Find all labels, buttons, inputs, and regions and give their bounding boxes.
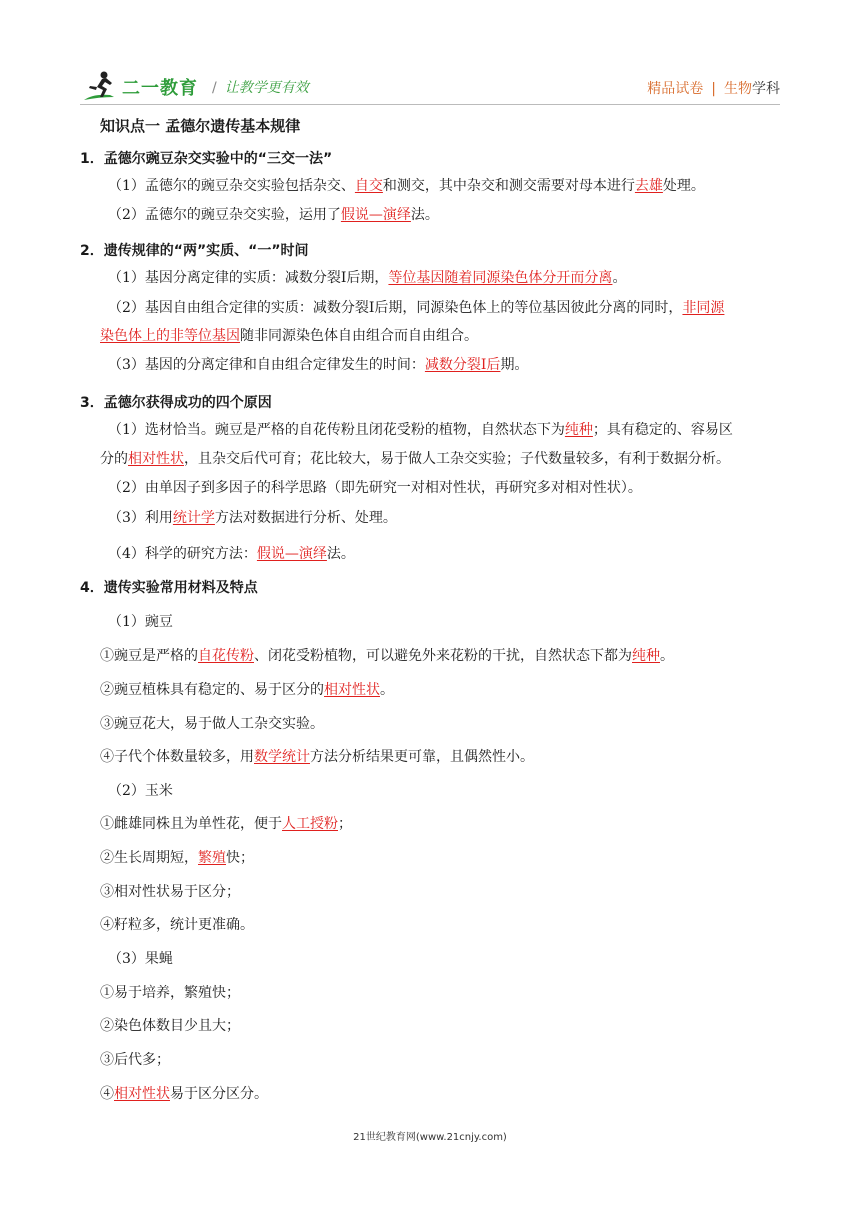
text-segment: ③后代多； bbox=[100, 1052, 170, 1068]
runner-icon bbox=[80, 70, 120, 104]
text-segment: ④ bbox=[100, 1086, 114, 1102]
text-segment: （1）孟德尔的豌豆杂交实验包括杂交、 bbox=[108, 178, 355, 194]
text-segment: ④籽粒多，统计更准确。 bbox=[100, 917, 254, 933]
text-segment: 。 bbox=[380, 682, 394, 698]
slogan: / 让教学更有效 bbox=[212, 80, 309, 96]
text-line bbox=[100, 326, 478, 346]
text-segment: （1）选材恰当。豌豆是严格的自花传粉且闭花受粉的植物，自然状态下为 bbox=[108, 422, 565, 438]
text-line bbox=[100, 449, 730, 469]
text-segment: ④子代个体数量较多，用 bbox=[100, 749, 254, 765]
text-line bbox=[100, 814, 352, 834]
text-segment: ③豌豆花大，易于做人工杂交实验。 bbox=[100, 716, 324, 732]
answer-fill: 去雄 bbox=[634, 178, 663, 194]
page-footer: 21世纪教育网(www.21cnjy.com) bbox=[353, 1132, 507, 1143]
section-heading-3: 3．孟德尔获得成功的四个原因 bbox=[80, 395, 272, 411]
answer-fill: 繁殖 bbox=[198, 850, 226, 866]
text-segment: 处理。 bbox=[662, 178, 705, 194]
answer-fill: 减数分裂Ⅰ后 bbox=[424, 357, 501, 373]
answer-fill: 非同源 bbox=[682, 300, 725, 316]
text-segment: （2）由单因子到多因子的科学思路（即先研究一对相对性状，再研究多对相对性状）。 bbox=[108, 480, 642, 496]
text-segment: 法。 bbox=[326, 546, 355, 562]
text-line bbox=[108, 268, 626, 288]
text-segment: 。 bbox=[660, 648, 674, 664]
answer-fill: 纯种 bbox=[632, 648, 660, 664]
text-line bbox=[100, 680, 394, 700]
header-divider bbox=[80, 104, 780, 105]
text-line bbox=[108, 420, 733, 440]
text-segment: ； bbox=[338, 816, 352, 832]
text-segment: 方法对数据进行分析、处理。 bbox=[214, 510, 397, 526]
answer-fill: 纯种 bbox=[564, 422, 593, 438]
text-segment: ，且杂交后代可育；花比较大，易于做人工杂交实验；子代数量较多，有利于数据分析。 bbox=[184, 451, 730, 467]
text-line bbox=[100, 714, 324, 734]
text-segment: 易于区分区分。 bbox=[170, 1086, 268, 1102]
text-segment: （1）豌豆 bbox=[108, 614, 173, 630]
logo-text: 二一教育 bbox=[122, 78, 198, 99]
text-line bbox=[108, 949, 173, 969]
text-line bbox=[108, 781, 173, 801]
text-segment: 快； bbox=[226, 850, 254, 866]
text-line bbox=[100, 747, 534, 767]
text-line bbox=[100, 1050, 170, 1070]
text-segment: （3）果蝇 bbox=[108, 951, 173, 967]
text-line bbox=[108, 478, 642, 498]
answer-fill: 等位基因随着同源染色体分开而分离 bbox=[388, 270, 613, 286]
text-segment: （3）基因的分离定律和自由组合定律发生的时间： bbox=[108, 357, 425, 373]
text-line bbox=[100, 848, 254, 868]
text-segment: ③相对性状易于区分； bbox=[100, 884, 240, 900]
text-segment: 期。 bbox=[500, 357, 529, 373]
answer-fill: 人工授粉 bbox=[282, 816, 338, 832]
text-segment: ②生长周期短， bbox=[100, 850, 198, 866]
text-line bbox=[108, 544, 355, 564]
text-line bbox=[100, 882, 240, 902]
text-segment: 和测交，其中杂交和测交需要对母本进行 bbox=[382, 178, 635, 194]
text-segment: 法。 bbox=[410, 207, 439, 223]
text-segment: 。 bbox=[612, 270, 627, 286]
answer-fill: 染色体上的非等位基因 bbox=[100, 328, 240, 344]
text-segment: 方法分析结果更可靠，且偶然性小。 bbox=[310, 749, 534, 765]
text-segment: ①豌豆是严格的 bbox=[100, 648, 198, 664]
text-segment: （1）基因分离定律的实质：减数分裂Ⅰ后期， bbox=[108, 270, 389, 286]
text-segment: 分的 bbox=[100, 451, 128, 467]
text-line bbox=[108, 176, 705, 196]
text-segment: （3）利用 bbox=[108, 510, 173, 526]
text-segment: ①雌雄同株且为单性花，便于 bbox=[100, 816, 282, 832]
text-line bbox=[100, 1084, 268, 1104]
section-heading-1: 1．孟德尔豌豆杂交实验中的“三交一法” bbox=[80, 151, 333, 167]
text-line bbox=[100, 915, 254, 935]
answer-fill: 相对性状 bbox=[128, 451, 184, 467]
text-line bbox=[108, 612, 173, 632]
answer-fill: 假说—演绎 bbox=[256, 546, 327, 562]
section-heading-2: 2．遗传规律的“两”实质、“一”时间 bbox=[80, 243, 309, 259]
knowledge-title: 知识点一 孟德尔遗传基本规律 bbox=[100, 117, 301, 135]
page-header bbox=[80, 70, 780, 104]
text-segment: （2）基因自由组合定律的实质：减数分裂Ⅰ后期，同源染色体上的等位基因彼此分离的同时， bbox=[108, 300, 683, 316]
answer-fill: 统计学 bbox=[172, 510, 215, 526]
text-line bbox=[100, 1016, 240, 1036]
answer-fill: 数学统计 bbox=[254, 749, 310, 765]
answer-fill: 假说—演绎 bbox=[340, 207, 411, 223]
subject-label: 精品试卷 | 生物学科 bbox=[647, 81, 780, 97]
text-line bbox=[108, 205, 439, 225]
answer-fill: 相对性状 bbox=[114, 1086, 170, 1102]
text-line bbox=[108, 355, 528, 375]
text-segment: ②染色体数目少且大； bbox=[100, 1018, 240, 1034]
text-line bbox=[108, 508, 397, 528]
text-segment: （2）孟德尔的豌豆杂交实验，运用了 bbox=[108, 207, 341, 223]
answer-fill: 相对性状 bbox=[324, 682, 380, 698]
answer-fill: 自花传粉 bbox=[198, 648, 254, 664]
text-segment: （2）玉米 bbox=[108, 783, 173, 799]
text-line bbox=[108, 298, 724, 318]
text-segment: 、闭花受粉植物，可以避免外来花粉的干扰，自然状态下都为 bbox=[254, 648, 632, 664]
text-segment: ；具有稳定的、容易区 bbox=[592, 422, 733, 438]
text-line bbox=[100, 646, 674, 666]
section-heading-4: 4．遗传实验常用材料及特点 bbox=[80, 580, 258, 596]
text-segment: （4）科学的研究方法： bbox=[108, 546, 257, 562]
text-line bbox=[100, 983, 240, 1003]
text-segment: ②豌豆植株具有稳定的、易于区分的 bbox=[100, 682, 324, 698]
brand-logo bbox=[80, 70, 309, 104]
text-segment: 随非同源染色体自由组合而自由组合。 bbox=[240, 328, 478, 344]
text-segment: ①易于培养，繁殖快； bbox=[100, 985, 240, 1001]
answer-fill: 自交 bbox=[354, 178, 383, 194]
